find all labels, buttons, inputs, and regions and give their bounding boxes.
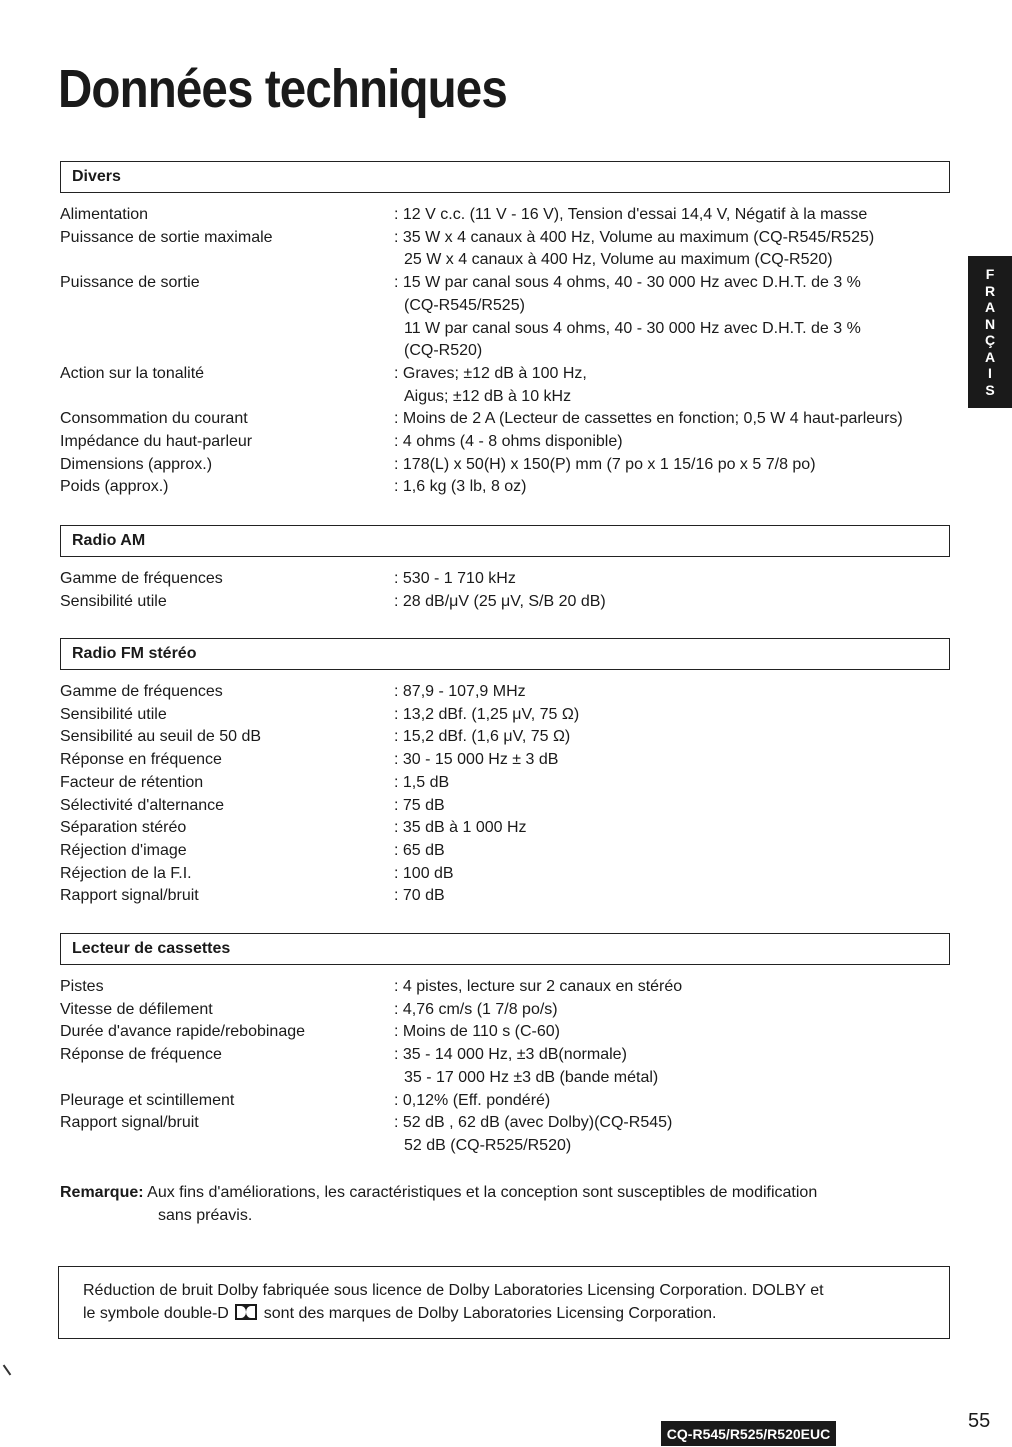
section-heading: Radio AM	[60, 525, 950, 557]
spec-row	[60, 204, 950, 227]
spec-label: Poids (approx.)	[60, 478, 169, 496]
spec-label: Impédance du haut-parleur	[60, 433, 253, 451]
spec-value-line: : 15,2 dBf. (1,6 μV, 75 Ω)	[394, 728, 571, 746]
side-tab-letter: S	[985, 381, 995, 398]
spec-value	[394, 795, 950, 818]
scan-mark	[3, 1365, 12, 1376]
spec-list	[60, 204, 950, 499]
spec-value-line: : 87,9 - 107,9 MHz	[394, 683, 526, 700]
spec-value-line: : Moins de 110 s (C-60)	[394, 1023, 560, 1041]
model-label: CQ-R545/R525/R520EUC	[661, 1421, 836, 1446]
spec-value	[394, 704, 950, 727]
spec-value	[394, 976, 950, 999]
spec-row	[60, 885, 950, 908]
spec-label: Vitesse de défilement	[60, 1000, 213, 1018]
spec-value	[394, 408, 950, 431]
spec-label: Réjection d'image	[60, 841, 187, 859]
spec-row	[60, 749, 950, 772]
spec-row	[60, 704, 950, 727]
spec-row	[60, 863, 950, 886]
side-tab-letter: N	[984, 315, 996, 332]
spec-value-line: : 28 dB/μV (25 μV, S/B 20 dB)	[394, 592, 606, 610]
spec-label: Action sur la tonalité	[60, 364, 205, 382]
spec-value-line: : 1,5 dB	[394, 773, 450, 791]
spec-value	[394, 204, 950, 227]
spec-value	[394, 431, 950, 454]
spec-value	[394, 1044, 950, 1089]
spec-label: Rapport signal/bruit	[60, 887, 199, 905]
spec-value-line: 35 - 17 000 Hz ±3 dB (bande métal)	[404, 1068, 659, 1086]
spec-label: Rapport signal/bruit	[60, 1114, 199, 1132]
spec-value-line: 11 W par canal sous 4 ohms, 40 - 30 000 Hz avec D.H.T. de 3 %	[404, 319, 861, 337]
side-tab-letter: I	[988, 365, 992, 381]
spec-value-line: : 35 - 14 000 Hz, ±3 dB(normale)	[394, 1046, 627, 1064]
spec-label: Alimentation	[60, 206, 149, 223]
spec-value-line: 52 dB (CQ-R525/R520)	[404, 1136, 572, 1154]
spec-value	[394, 863, 950, 886]
spec-value-line: : Graves; ±12 dB à 100 Hz,	[394, 364, 587, 382]
spec-label: Puissance de sortie	[60, 274, 200, 292]
side-tab-letter: F	[985, 266, 995, 282]
spec-value-line: : 4 pistes, lecture sur 2 canaux en stéréo	[394, 978, 683, 995]
spec-value	[394, 227, 950, 272]
spec-value-line: : 15 W par canal sous 4 ohms, 40 - 30 000 Hz avec D.H.T. de 3 %	[394, 274, 861, 292]
spec-value-line: : 65 dB	[394, 841, 445, 859]
spec-list	[60, 976, 950, 1158]
spec-value-line: : 13,2 dBf. (1,25 μV, 75 Ω)	[394, 705, 580, 723]
spec-row	[60, 726, 950, 749]
spec-value	[394, 840, 950, 863]
spec-label: Durée d'avance rapide/rebobinage	[60, 1023, 306, 1041]
spec-value	[394, 1090, 950, 1113]
spec-value	[394, 772, 950, 795]
spec-label: Consommation du courant	[60, 410, 248, 428]
spec-label: Gamme de fréquences	[60, 683, 223, 700]
spec-row	[60, 681, 950, 704]
spec-value-line: Aigus; ±12 dB à 10 kHz	[404, 387, 572, 405]
spec-row	[60, 976, 950, 999]
spec-row	[60, 408, 950, 431]
spec-row	[60, 476, 950, 499]
spec-label: Réponse de fréquence	[60, 1046, 222, 1064]
spec-label: Pleurage et scintillement	[60, 1091, 235, 1109]
remark-text: Aux fins d'améliorations, les caractéristiques et la conception sont susceptibles de modification	[147, 1184, 818, 1201]
spec-value	[394, 999, 950, 1022]
spec-row	[60, 1021, 950, 1044]
spec-list	[60, 681, 950, 908]
spec-row	[60, 227, 950, 272]
spec-row	[60, 772, 950, 795]
side-tab-letter: A	[984, 348, 996, 365]
spec-row	[60, 840, 950, 863]
spec-row	[60, 1044, 950, 1089]
spec-label: Réjection de la F.I.	[60, 864, 192, 882]
side-tab-letter: Ç	[984, 332, 996, 348]
spec-value	[394, 454, 950, 477]
section-heading: Radio FM stéréo	[60, 638, 950, 670]
page-number: 55	[968, 1410, 991, 1432]
spec-value-line: : 35 dB à 1 000 Hz	[394, 819, 527, 837]
spec-value	[394, 817, 950, 840]
spec-value-line: : 4,76 cm/s (1 7/8 po/s)	[394, 1000, 558, 1018]
spec-row	[60, 431, 950, 454]
spec-value-line: : Moins de 2 A (Lecteur de cassettes en fonction; 0,5 W 4 haut-parleurs)	[394, 410, 903, 428]
spec-value-line: : 35 W x 4 canaux à 400 Hz, Volume au maximum (CQ-R545/R525)	[394, 228, 875, 246]
spec-value-line: : 4 ohms (4 - 8 ohms disponible)	[394, 433, 623, 451]
spec-value	[394, 272, 950, 363]
spec-value-line: : 0,12% (Eff. pondéré)	[394, 1091, 551, 1109]
spec-value-line: : 1,6 kg (3 lb, 8 oz)	[394, 478, 527, 496]
spec-label: Pistes	[60, 978, 104, 995]
spec-row	[60, 568, 950, 591]
spec-value	[394, 476, 950, 499]
dolby-double-d-icon	[235, 1304, 257, 1320]
spec-label: Sélectivité d'alternance	[60, 796, 225, 814]
spec-value	[394, 681, 950, 704]
section-cassette	[60, 933, 950, 1158]
section-radio-am	[60, 525, 950, 613]
section-divers	[60, 161, 950, 499]
spec-row	[60, 454, 950, 477]
spec-row	[60, 999, 950, 1022]
side-tab-letter: A	[984, 299, 996, 315]
spec-value	[394, 568, 950, 591]
page-title: Données techniques	[58, 59, 507, 119]
spec-value-line: : 100 dB	[394, 864, 454, 882]
spec-value-line: (CQ-R545/R525)	[404, 296, 525, 314]
spec-value	[394, 363, 950, 408]
section-heading: Divers	[60, 161, 950, 193]
spec-label: Sensibilité au seuil de 50 dB	[60, 728, 262, 746]
dolby-line-2	[83, 1302, 925, 1325]
spec-row	[60, 1090, 950, 1113]
spec-label: Sensibilité utile	[60, 705, 167, 723]
spec-value-line: 25 W x 4 canaux à 400 Hz, Volume au maximum (CQ-R520)	[404, 251, 833, 269]
spec-value-line: : 75 dB	[394, 796, 445, 814]
section-heading: Lecteur de cassettes	[60, 933, 950, 965]
spec-value	[394, 749, 950, 772]
spec-row	[60, 272, 950, 363]
spec-row	[60, 817, 950, 840]
spec-label: Séparation stéréo	[60, 819, 187, 837]
spec-value-line: : 12 V c.c. (11 V - 16 V), Tension d'essai 14,4 V, Négatif à la masse	[394, 206, 868, 223]
spec-row	[60, 591, 950, 614]
spec-list	[60, 568, 950, 613]
spec-value-line: : 178(L) x 50(H) x 150(P) mm (7 po x 1 15/16 po x 5 7/8 po)	[394, 455, 816, 473]
spec-label: Gamme de fréquences	[60, 570, 223, 587]
spec-row	[60, 795, 950, 818]
spec-value-line: (CQ-R520)	[404, 342, 483, 360]
spec-value-line: : 70 dB	[394, 887, 445, 905]
remark	[60, 1181, 950, 1227]
dolby-line-1: Réduction de bruit Dolby fabriquée sous licence de Dolby Laboratories Licensing Corporation. DOLBY et	[83, 1282, 824, 1299]
remark-label: Remarque:	[60, 1184, 144, 1201]
spec-value	[394, 1021, 950, 1044]
spec-label: Puissance de sortie maximale	[60, 228, 273, 246]
spec-row	[60, 1112, 950, 1157]
spec-label: Dimensions (approx.)	[60, 455, 213, 473]
spec-value	[394, 591, 950, 614]
dolby-notice	[58, 1266, 950, 1339]
spec-value-line: : 52 dB , 62 dB (avec Dolby)(CQ-R545)	[394, 1114, 673, 1132]
dolby-line-2-before: le symbole double-D	[83, 1305, 229, 1322]
spec-value-line: : 530 - 1 710 kHz	[394, 570, 516, 587]
spec-label: Facteur de rétention	[60, 773, 204, 791]
remark-text-continued: sans préavis.	[158, 1207, 253, 1224]
spec-value	[394, 726, 950, 749]
spec-label: Sensibilité utile	[60, 592, 167, 610]
spec-value	[394, 885, 950, 908]
spec-label: Réponse en fréquence	[60, 751, 222, 769]
side-tab-letter: R	[984, 282, 996, 299]
spec-value	[394, 1112, 950, 1157]
spec-value-line: : 30 - 15 000 Hz ± 3 dB	[394, 751, 559, 769]
language-side-tab	[968, 256, 1012, 408]
dolby-line-2-after: sont des marques de Dolby Laboratories Licensing Corporation.	[263, 1305, 717, 1322]
section-radio-fm	[60, 638, 950, 908]
spec-row	[60, 363, 950, 408]
